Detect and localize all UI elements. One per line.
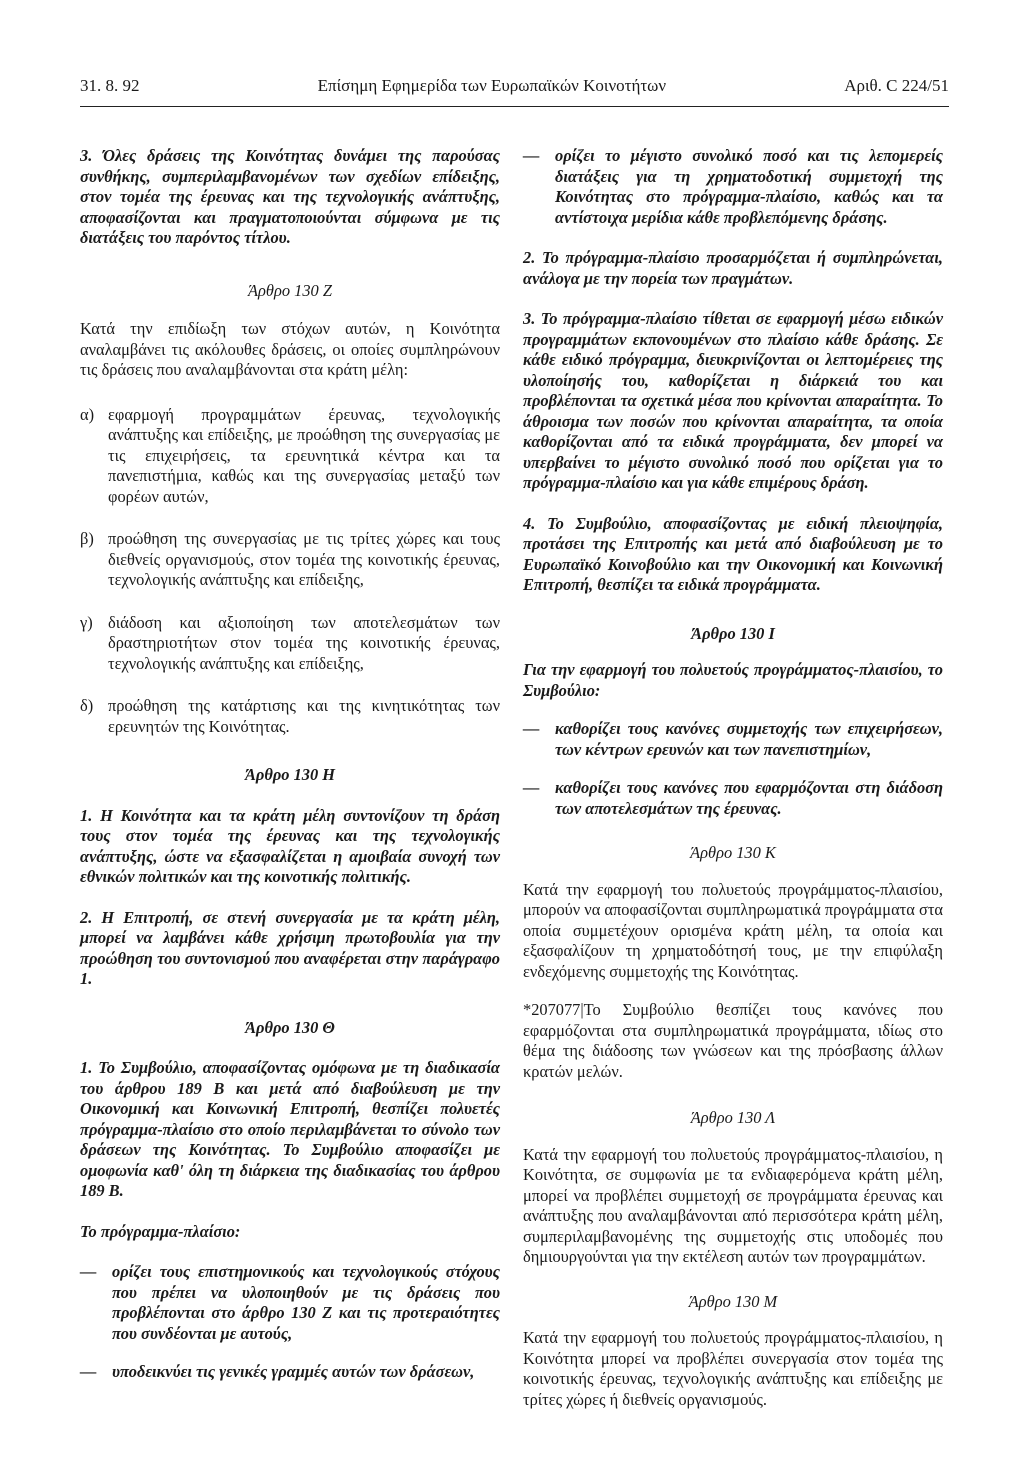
article-130l-para-1: Κατά την εφαρμογή του πολυετούς προγράμματος-πλαισίου, η Κοινότητα, σε συμφωνία με τα ενδιαφερόμενα κράτη μέλη, μπορεί να προβλέπει συμμετοχή σε προγράμματα έρευνας και ανάπτυξης που αναλαμβάνονται από περισσότερα κράτη μέλη, συμπεριλαμβανομένης της συμμετοχής στις υποδομές που δημιουργούνται για την εκτέλεση αυτών των προγραμμάτων.: [523, 1144, 943, 1266]
paragraph-2: 2. Το πρόγραμμα-πλαίσιο προσαρμόζεται ή συμπληρώνεται, ανάλογα με την πορεία των πραγμάτων.: [523, 248, 943, 288]
article-130z-intro: Κατά την επιδίωξη των στόχων αυτών, η Κοινότητα αναλαμβάνει τις ακόλουθες δράσεις, οι οποίες συμπληρώνουν τις δράσεις που αναλαμβάνονται στα κράτη μέλη:: [80, 319, 500, 379]
article-130th-title: Άρθρο 130 Θ: [245, 1017, 335, 1037]
article-130h-title: Άρθρο 130 Η: [244, 765, 336, 784]
issue-date: 31. 8. 92: [80, 76, 140, 95]
paragraph-3: 3. Όλες δράσεις της Κοινότητας δυνάμει της παρούσας συνθήκης, συμπεριλαμβανομένων των σχεδίων επίδειξης, στον τομέα της έρευνας και της τεχνολογικής ανάπτυξης, αποφασίζονται και πραγματοποιούνται σύμφωνα με τις διατάξεις του παρόντος τίτλου.: [80, 146, 500, 247]
header-rule: [80, 106, 949, 107]
framework-intro: Το πρόγραμμα-πλαίσιο:: [80, 1221, 241, 1241]
list-item: — ορίζει τους επιστημονικούς και τεχνολογικούς στόχους που πρέπει να υλοποιηθούν με τις δράσεις που προβλέπονται στο άρθρο 130 Ζ και τις προτεραιότητες που συνδέονται με αυτούς,: [80, 1262, 500, 1343]
article-130k-para-2: *207077|Το Συμβούλιο θεσπίζει τους κανόνες που εφαρμόζονται στα συμπληρωματικά προγράμματα, ιδίως στο θέμα της διάδοσης των γνώσεων και της πρόσβασης άλλων κρατών μελών.: [523, 1000, 943, 1081]
article-130h-para-1: 1. Η Κοινότητα και τα κράτη μέλη συντονίζουν τη δράση τους στον τομέα της έρευνας και της τεχνολογικής ανάπτυξης, ώστε να εξασφαλίζεται η αμοιβαία συνοχή των εθνικών πολιτικών και της κοινοτικής πολιτικής.: [80, 805, 500, 886]
article-130k-title: Άρθρο 130 Κ: [690, 843, 776, 862]
article-130h-para-2: 2. Η Επιτροπή, σε στενή συνεργασία με τα κράτη μέλη, μπορεί να λαμβάνει κάθε χρήσιμη πρωτοβουλία για την προώθηση του συντονισμού που αναφέρεται στην παράγραφο 1.: [80, 907, 500, 988]
right-column: [523, 124, 943, 1410]
list-item: — καθορίζει τους κανόνες που εφαρμόζονται στη διάδοση των αποτελεσμάτων της έρευνας.: [523, 778, 943, 818]
paragraph-3: 3. Το πρόγραμμα-πλαίσιο τίθεται σε εφαρμογή μέσω ειδικών προγραμμάτων εκπονουμένων στο πλαίσιο κάθε δράσης. Σε κάθε ειδικό πρόγραμμα, διευκρινίζονται οι λεπτομέρειες της υλοποίησής του, καθορίζεται η διάρκειά του και προβλέπονται τα σχετικά μέσα που κρίνονται απαραίτητα. Το άθροισμα των ποσών που κρίνονται απαραίτητα, τα οποία καθορίζονται από τα ειδικά προγράμματα, δεν μπορεί να υπερβαίνει το μέγιστο συνολικό ποσό που ορίζεται για το πρόγραμμα-πλαίσιο και για κάθε επιμέρους δράση.: [523, 309, 943, 492]
article-130m-para-1: Κατά την εφαρμογή του πολυετούς προγράμματος-πλαισίου, η Κοινότητα μπορεί να προβλέπει συνεργασία στον τομέα της κοινοτικής έρευνας, τεχνολογικής ανάπτυξης και επίδειξης με τρίτες χώρες ή διεθνείς οργανισμούς.: [523, 1328, 943, 1409]
article-130i-intro: Για την εφαρμογή του πολυετούς προγράμματος-πλαισίου, το Συμβούλιο:: [523, 660, 943, 700]
page-header: [80, 76, 949, 96]
journal-title: Επίσημη Εφημερίδα των Ευρωπαϊκών Κοινοτήτων: [317, 76, 667, 95]
list-item: — καθορίζει τους κανόνες συμμετοχής των επιχειρήσεων, των κέντρων ερευνών και των πανεπιστημίων,: [523, 719, 943, 759]
article-130th-para-1: 1. Το Συμβούλιο, αποφασίζοντας ομόφωνα με τη διαδικασία του άρθρου 189 Β και μετά από διαβούλευση με την Οικονομική και Κοινωνική Επιτροπή, θεσπίζει πολυετές πρόγραμμα-πλαίσιο στο οποίο περιλαμβάνεται το σύνολο των δράσεων της Κοινότητας. Το Συμβούλιο αποφασίζει με ομοφωνία καθ' όλη τη διάρκεια της διαδικασίας του άρθρου 189 Β.: [80, 1058, 500, 1200]
list-item: α) εφαρμογή προγραμμάτων έρευνας, τεχνολογικής ανάπτυξης και επίδειξης, με προώθηση της συνεργασίας με τις επιχειρήσεις, τα ερευνητικά κέντρα και τα πανεπιστήμια, καθώς και της συνεργασίας μεταξύ των φορέων αυτών,: [80, 404, 500, 506]
article-130i-title: Άρθρο 130 Ι: [691, 623, 775, 643]
paragraph-4: 4. Το Συμβούλιο, αποφασίζοντας με ειδική πλειοψηφία, προτάσει της Επιτροπής και μετά από διαβούλευση με το Ευρωπαϊκό Κοινοβούλιο και την Οικονομική και Κοινωνική Επιτροπή, θεσπίζει τα ειδικά προγράμματα.: [523, 513, 943, 594]
list-item: — ορίζει το μέγιστο συνολικό ποσό και τις λεπομερείς διατάξεις για τη χρηματοδοτική συμμετοχή της Κοινότητας στο πρόγραμμα-πλαίσιο, καθώς και τα αντίστοιχα μερίδια κάθε προβλεπόμενης δράσης.: [523, 146, 943, 227]
list-item: β) προώθηση της συνεργασίας με τις τρίτες χώρες και τους διεθνείς οργανισμούς, στον τομέα της κοινοτικής έρευνας, τεχνολογικής ανάπτυξης και επίδειξης,: [80, 529, 500, 589]
issue-number: Αριθ. C 224/51: [844, 76, 949, 95]
article-130z-title: Άρθρο 130 Ζ: [248, 280, 332, 300]
list-item: γ) διάδοση και αξιοποίηση των αποτελεσμάτων των δραστηριοτήτων στον τομέα της κοινοτικής έρευνας, τεχνολογικής ανάπτυξης και επίδειξης,: [80, 612, 500, 673]
list-item: δ) προώθηση της κατάρτισης και της κινητικότητας των ερευνητών της Κοινότητας.: [80, 696, 500, 736]
article-130l-title: Άρθρο 130 Λ: [690, 1108, 776, 1127]
list-item: — υποδεικνύει τις γενικές γραμμές αυτών των δράσεων,: [80, 1362, 475, 1381]
article-130m-title: Άρθρο 130 Μ: [688, 1291, 778, 1311]
article-130k-para-1: Κατά την εφαρμογή του πολυετούς προγράμματος-πλαισίου, μπορούν να αποφασίζονται συμπληρωματικά προγράμματα στα οποία συμμετέχουν ορισμένα κράτη μέλη, τα οποία και εξασφαλίζουν τη χρηματοδότησή τους, με την επιφύλαξη ενδεχόμενης συμμετοχής της Κοινότητας.: [523, 879, 943, 981]
left-column: [80, 124, 500, 1383]
